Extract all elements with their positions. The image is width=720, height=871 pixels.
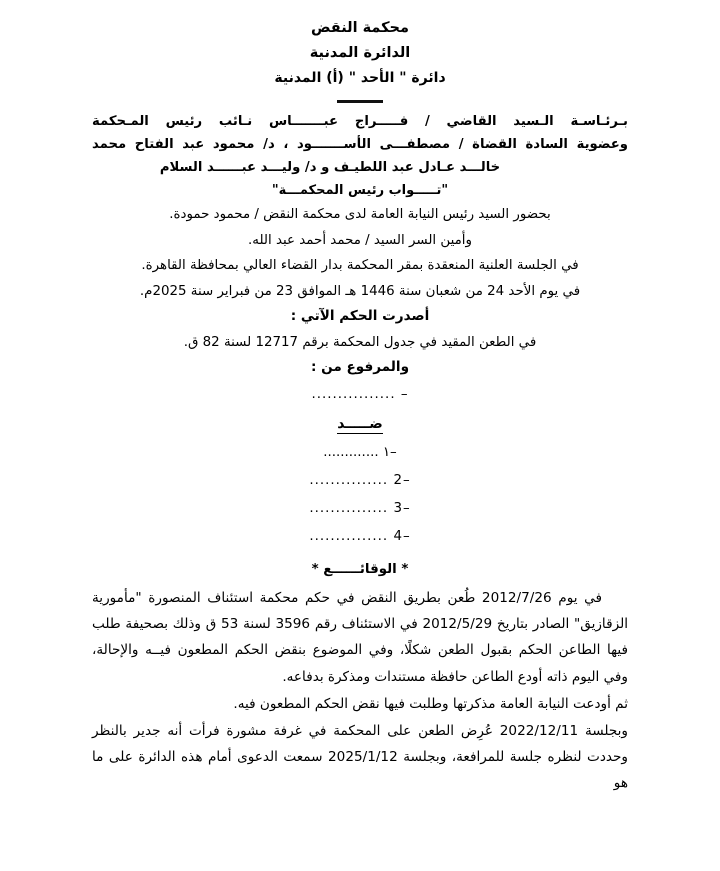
list-item (92, 439, 628, 467)
facts-paragraph-4: وبجلسة 2022/12/11 عُرِض الطعن على المحكمة في غرفة مشورة فرأت أنه جدير بالنظر وحددت لنظره جلسة للمرافعة، وبجلسة 2025/1/12 سمعت الدعوى أمام هذه الدائرة على ما هو (92, 722, 628, 791)
against-label: ضـــــد (337, 415, 383, 432)
facts-heading: * الوقائــــــع * (311, 561, 409, 577)
list-item (92, 467, 628, 495)
filed-by-label: والمرفوع من : (310, 359, 410, 375)
member-judges-line-2: خالـــد عـادل عبد اللطيـف و د/ وليـــد عبــــــد السلام (159, 160, 501, 175)
secretary-attendance: وأمين السر السيد / محمد أحمد عبد الله. (248, 232, 472, 248)
member-judges-line-1: وعضوية السادة القضاة / مصطفـــى الأســـــــود ، د/ محمود عبد الفتاح محمد (92, 137, 628, 152)
appellant-entry (92, 381, 628, 409)
case-registry-number: في الطعن المقيد في جدول المحكمة برقم 12717 لسنة 82 ق. (183, 334, 537, 350)
list-item (92, 523, 628, 551)
verdict-intro: أصدرت الحكم الآتي : (290, 308, 430, 324)
respondent-1: –١ ............. (323, 444, 397, 460)
session-date: في يوم الأحد 24 من شعبان سنة 1446 هـ الموافق 23 من فبراير سنة 2025م. (139, 283, 581, 299)
judges-panel (92, 110, 628, 202)
facts-paragraph-1: في يوم 2012/7/26 طُعن بطريق النقض في حكم محكمة استئناف المنصورة "مأمورية الزقازيق" الصادر بتاريخ 2012/5/29 في الاستئناف رقم 3596 لسنة 53 ق وذلك بصحيفة طلب فيها الطاعن الحكم بقبول الطعن شكلًا، وفي الموضوع بنقض الحكم المطعون فيــه والإحالة، (92, 589, 628, 658)
facts-paragraph-3: ثم أودعت النيابة العامة مذكرتها وطلبت فيها نقض الحكم المطعون فيه. (233, 695, 628, 712)
judges-title: "تـــــواب رئيس المحكمـــة" (271, 183, 449, 198)
prosecutor-attendance: بحضور السيد رئيس النيابة العامة لدى محكمة النقض / محمود حمودة. (169, 207, 551, 222)
list-item (92, 495, 628, 523)
court-circuit: دائرة " الأحد " (أ) المدنية (274, 70, 446, 86)
respondent-3: –3 ............... (309, 500, 411, 516)
court-name: محكمة النقض (311, 20, 409, 36)
appellant-placeholder: – ................ (311, 386, 409, 402)
respondent-4: –4 ............... (309, 528, 411, 544)
presiding-judge: بـرئـاسـة الـسيد القاضي / فـــــراج عبـــــــاس نـائب رئيس المـحكمة (92, 114, 628, 129)
header-divider (337, 100, 383, 103)
session-venue: في الجلسة العلنية المنعقدة بمقر المحكمة بدار القضاء العالي بمحافظة القاهرة. (141, 258, 579, 273)
court-division: الدائرة المدنية (309, 45, 411, 61)
facts-paragraph-2: وفي اليوم ذاته أودع الطاعن حافظة مستندات ومذكرة بدفاعه. (282, 668, 628, 685)
respondent-2: –2 ............... (309, 472, 411, 488)
